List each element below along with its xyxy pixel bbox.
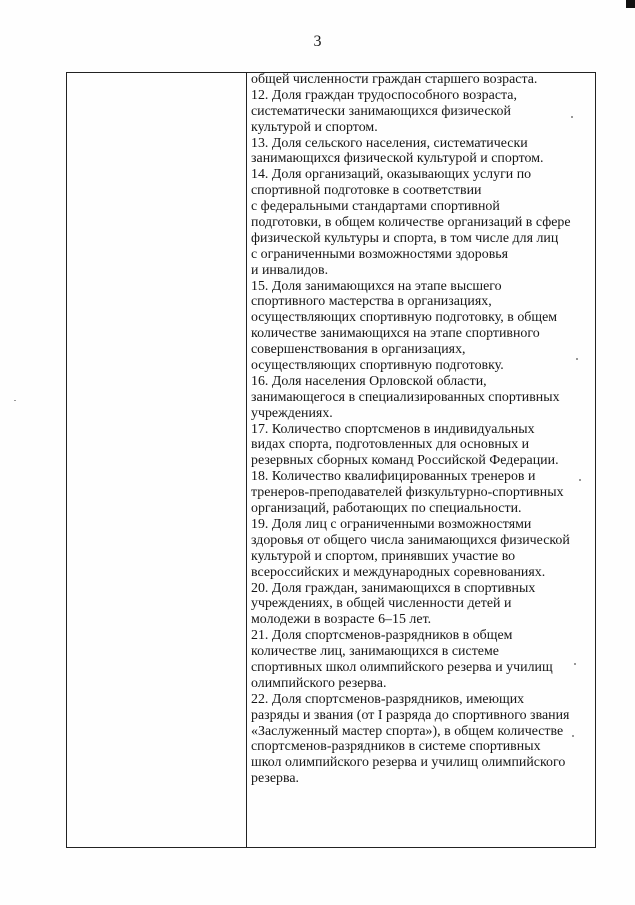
text-line: разряды и звания (от I разряда до спортивного звания [251,707,570,723]
text-line: культурой и спортом, принявших участие во [251,548,516,564]
text-line: 17. Количество спортсменов в индивидуальных [251,421,535,437]
text-line: 15. Доля занимающихся на этапе высшего [251,278,502,294]
text-line: физической культуры и спорта, в том числе для лиц [251,230,559,246]
scan-speck [14,400,16,401]
text-line: спортивных школ олимпийского резерва и училищ [251,659,553,675]
scan-speck [579,479,581,481]
text-line: 22. Доля спортсменов-разрядников, имеющих [251,691,525,707]
text-line: олимпийского резерва. [251,675,387,691]
text-line: школ олимпийского резерва и училищ олимпийского [251,755,566,771]
text-line: 16. Доля населения Орловской области, [251,373,487,389]
text-line: систематически занимающихся физической [251,103,511,119]
text-line: молодежи в возрасте 6–15 лет. [251,612,432,628]
text-line: количестве лиц, занимающихся в системе [251,644,499,660]
text-line: здоровья от общего числа занимающихся физической [251,532,570,548]
table-left-cell [67,73,247,847]
text-line: организаций, работающих по специальности. [251,501,522,517]
text-line: учреждениях, в общей численности детей и [251,596,512,612]
text-line: с федеральными стандартами спортивной [251,199,500,215]
text-line: осуществляющих спортивную подготовку. [251,358,504,374]
indicators-table [66,72,596,848]
table-right-cell [248,72,593,846]
text-line: культурой и спортом. [251,119,378,135]
text-line: занимающихся физической культурой и спортом. [251,151,544,167]
text-line: 21. Доля спортсменов-разрядников в общем [251,628,513,644]
scan-speck [571,116,573,118]
text-line: 13. Доля сельского населения, систематически [251,135,528,151]
text-line: 18. Количество квалифицированных тренеров и [251,469,536,485]
text-line: и инвалидов. [251,262,329,278]
text-line: количестве занимающихся на этапе спортивного [251,326,540,342]
scan-speck [572,735,574,737]
text-line: с ограниченными возможностями здоровья [251,246,509,262]
text-line: спортивной подготовке в соответствии [251,183,482,199]
text-line: спортивного мастерства в организациях, [251,294,492,310]
text-line: тренеров-преподавателей физкультурно-спортивных [251,485,564,501]
text-line: 12. Доля граждан трудоспособного возраста, [251,87,517,103]
text-line: видах спорта, подготовленных для основных и [251,437,530,453]
text-line: подготовки, в общем количестве организаций в сфере [251,215,571,231]
text-line: всероссийских и международных соревнованиях. [251,564,546,580]
text-line: 19. Доля лиц с ограниченными возможностями [251,516,532,532]
text-line: резерва. [251,771,300,787]
scan-speck [576,358,578,360]
scan-corner-mark [626,0,635,8]
text-line: резервных сборных команд Российской Федерации. [251,453,559,469]
scan-speck [574,663,576,665]
text-line: спортсменов-разрядников в системе спортивных [251,739,541,755]
text-line: общей численности граждан старшего возраста. [251,72,538,87]
text-line: совершенствования в организациях, [251,342,466,358]
text-line: осуществляющих спортивную подготовку, в общем [251,310,558,326]
text-line: занимающегося в специализированных спортивных [251,389,560,405]
text-line: «Заслуженный мастер спорта»), в общем количестве [251,723,564,739]
text-line: 14. Доля организаций, оказывающих услуги по [251,167,532,183]
page-number: 3 [313,33,322,50]
text-line: учреждениях. [251,405,333,421]
text-line: 20. Доля граждан, занимающихся в спортивных [251,580,536,596]
